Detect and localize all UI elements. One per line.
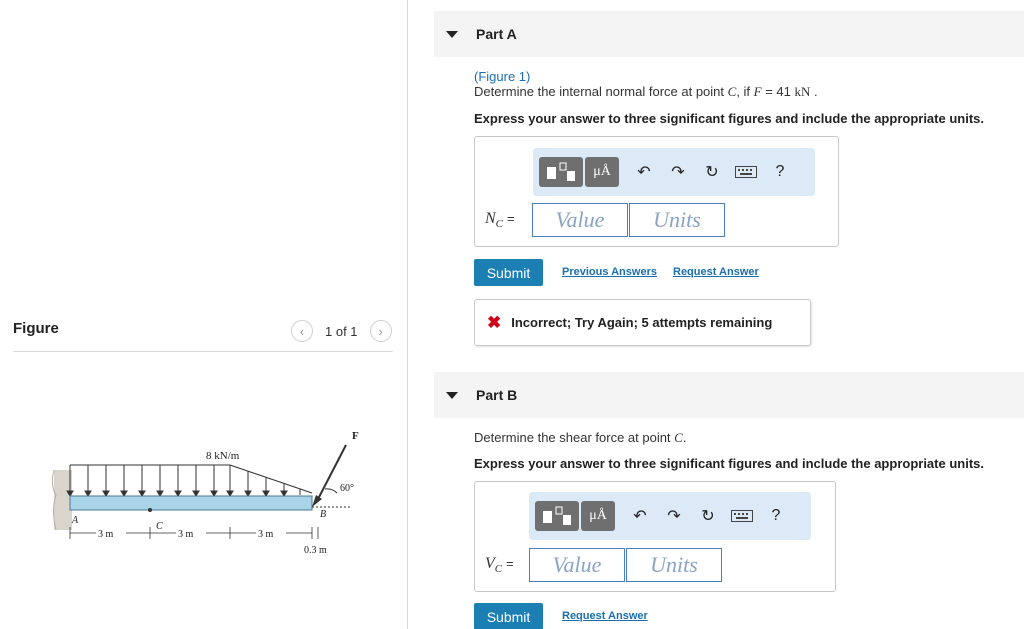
- angle-arc: [325, 489, 337, 493]
- equals-sign: =: [507, 211, 515, 226]
- var-symbol: N: [485, 210, 496, 227]
- reset-icon[interactable]: ↻: [701, 508, 715, 525]
- label-b: B: [320, 509, 327, 520]
- equals-sign: =: [506, 556, 514, 571]
- value-input[interactable]: Value: [532, 203, 628, 237]
- dim-label-2: 3 m: [178, 529, 194, 540]
- reset-icon[interactable]: ↻: [705, 164, 719, 181]
- divider: [13, 351, 393, 352]
- request-answer-link[interactable]: Request Answer: [673, 266, 759, 278]
- keyboard-glyph: [735, 166, 757, 178]
- templates-icon[interactable]: [535, 501, 579, 531]
- part-b-header[interactable]: [434, 372, 1024, 418]
- units-icon[interactable]: μÅ: [581, 501, 615, 531]
- templates-icon[interactable]: [539, 157, 583, 187]
- figure-link[interactable]: [474, 69, 530, 84]
- templates-glyph: [545, 161, 577, 183]
- var-symbol: V: [485, 555, 495, 572]
- nc-label: [485, 210, 515, 230]
- units-icon[interactable]: μÅ: [585, 157, 619, 187]
- label-f: F: [352, 430, 359, 442]
- question-end: .: [810, 84, 818, 99]
- chevron-right-icon[interactable]: ›: [370, 320, 392, 342]
- beam: [70, 496, 312, 510]
- previous-answers-link[interactable]: Previous Answers: [562, 266, 657, 278]
- question-point: C: [727, 84, 737, 99]
- submit-button[interactable]: Submit: [474, 603, 543, 629]
- figure-panel: [0, 0, 407, 629]
- chevron-left-icon[interactable]: ‹: [291, 320, 313, 342]
- force-arrowhead: [312, 495, 322, 507]
- point-c-marker: [148, 508, 152, 512]
- units-input[interactable]: Units: [629, 203, 725, 237]
- label-offset: 0.3 m: [304, 545, 327, 556]
- part-a-header[interactable]: [434, 11, 1024, 57]
- feedback-message: Incorrect; Try Again; 5 attempts remaining: [511, 315, 773, 330]
- part-a-label: Part A: [476, 26, 517, 42]
- help-icon[interactable]: ?: [775, 163, 785, 180]
- figure-pager: [291, 320, 392, 342]
- units-input[interactable]: Units: [626, 548, 722, 582]
- feedback-box: [474, 299, 811, 346]
- label-c: C: [156, 521, 163, 532]
- keyboard-icon[interactable]: [729, 157, 763, 187]
- request-answer-link[interactable]: Request Answer: [562, 610, 648, 622]
- question-prefix: Determine the internal normal force at point: [474, 84, 728, 99]
- var-subscript: C: [495, 218, 504, 231]
- label-load: 8 kN/m: [206, 450, 240, 462]
- keyboard-icon[interactable]: [725, 501, 759, 531]
- question-prefix: Determine the shear force at point: [474, 430, 675, 445]
- undo-icon[interactable]: ↶: [633, 508, 647, 525]
- math-toolbar: [529, 492, 811, 540]
- help-icon[interactable]: ?: [771, 507, 781, 524]
- part-b-instruction: Express your answer to three significant figures and include the appropriate units.: [474, 456, 984, 471]
- label-a: A: [72, 515, 79, 526]
- value-input[interactable]: Value: [529, 548, 625, 582]
- figure-title: Figure: [13, 320, 59, 337]
- wall-support: [54, 470, 72, 530]
- load-line-taper: [230, 465, 312, 493]
- dim-label-1: 3 m: [98, 529, 114, 540]
- question-mid: , if: [736, 84, 754, 99]
- caret-down-icon: [446, 392, 458, 399]
- label-angle: 60°: [340, 483, 354, 494]
- keyboard-glyph: [731, 510, 753, 522]
- vc-label: [485, 555, 514, 575]
- submit-button[interactable]: Submit: [474, 259, 543, 286]
- part-a-question: [474, 84, 818, 100]
- redo-icon[interactable]: ↷: [667, 508, 681, 525]
- question-point: C: [674, 430, 683, 445]
- redo-icon[interactable]: ↷: [671, 164, 685, 181]
- part-b-label: Part B: [476, 387, 518, 403]
- load-arrows: [67, 465, 300, 496]
- dim-label-3: 3 m: [258, 529, 274, 540]
- question-var: F: [753, 84, 762, 99]
- figure-link-text[interactable]: (Figure 1): [474, 69, 531, 84]
- question-value: = 41: [761, 84, 795, 99]
- caret-down-icon: [446, 31, 458, 38]
- part-b-question: [474, 430, 686, 446]
- figure-count: 1 of 1: [325, 323, 358, 339]
- templates-glyph: [541, 505, 573, 527]
- part-a-instruction: Express your answer to three significant figures and include the appropriate units.: [474, 111, 984, 126]
- math-toolbar: [533, 148, 815, 196]
- var-subscript: C: [494, 563, 503, 576]
- question-unit: kN: [794, 84, 811, 99]
- part-b-answer-box: [474, 481, 836, 592]
- error-x-icon: ✖: [487, 312, 502, 332]
- question-end: .: [682, 430, 687, 445]
- beam-diagram: [50, 425, 370, 565]
- undo-icon[interactable]: ↶: [637, 164, 651, 181]
- part-a-answer-box: [474, 136, 839, 247]
- panel-divider: [407, 0, 408, 629]
